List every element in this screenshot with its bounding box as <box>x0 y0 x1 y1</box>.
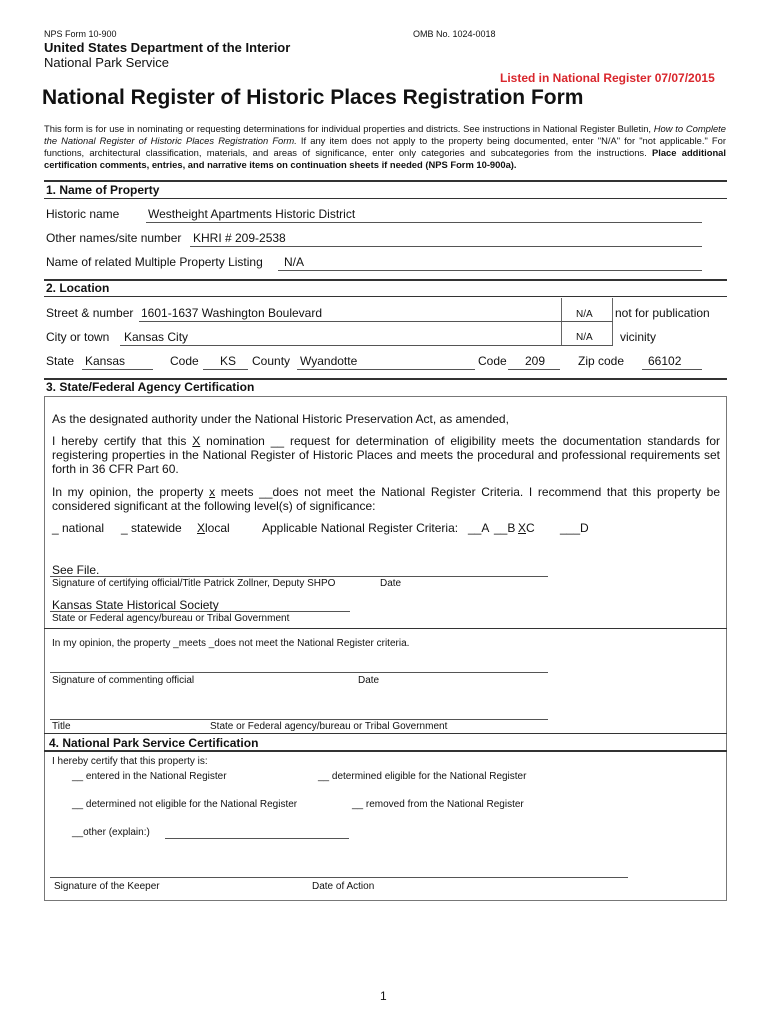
signature-line <box>50 611 350 612</box>
historic-name-label: Historic name <box>46 207 120 221</box>
state-code-field[interactable]: KS <box>220 354 237 368</box>
not-eligible-option[interactable]: __ determined not eligible for the National Register <box>72 799 298 810</box>
field-underline <box>120 345 561 346</box>
agency-label: State or Federal agency/bureau or Tribal Government <box>52 613 290 624</box>
field-underline <box>146 222 702 223</box>
mpl-field[interactable]: N/A <box>284 255 305 269</box>
state-field[interactable]: Kansas <box>85 354 126 368</box>
field-underline <box>642 369 702 370</box>
certifying-date-label: Date <box>380 578 402 589</box>
eligible-option[interactable]: __ determined eligible for the National Register <box>318 771 527 782</box>
page-number: 1 <box>380 989 387 1003</box>
agency2-label: State or Federal agency/bureau or Tribal Government <box>210 721 448 732</box>
section3-heading: 3. State/Federal Agency Certification <box>46 380 255 394</box>
section4-heading: 4. National Park Service Certification <box>49 736 259 750</box>
state-label: State <box>46 354 75 368</box>
level-statewide[interactable]: _ statewide <box>121 521 182 535</box>
na-box-border <box>612 298 613 346</box>
section-divider <box>44 296 727 297</box>
state-code-label: Code <box>170 354 199 368</box>
zip-label: Zip code <box>578 354 625 368</box>
date-of-action-label: Date of Action <box>312 881 375 892</box>
mpl-label: Name of related Multiple Property Listing <box>46 255 263 269</box>
department-name: United States Department of the Interior <box>44 40 291 55</box>
street-na-checkbox[interactable]: N/A <box>576 309 593 320</box>
criteria-d[interactable]: ___D <box>560 521 589 535</box>
nps-certify-intro: I hereby certify that this property is: <box>52 756 208 767</box>
omb-number: OMB No. 1024-0018 <box>413 29 496 39</box>
zip-field[interactable]: 66102 <box>648 354 682 368</box>
county-label: County <box>252 354 291 368</box>
street-field[interactable]: 1601-1637 Washington Boulevard <box>141 306 323 320</box>
opinion-statement: In my opinion, the property x meets __does not meet the National Register Criteria. I recommend that this property be considered significant at the following level(s) of significance: <box>52 485 720 513</box>
intro-paragraph: This form is for use in nominating or requesting determinations for individual properties and districts. See instructions in National Register Bulletin, How to Complete the National Register of Historic Places Registration Form. If any item does not apply to the property being documented, enter "N/A" for "not applicable." For functions, architectural classification, materials, and areas of significance, enter only categories and subcategories from the instructions. Place additional certification comments, entries, and narrative items on continuation sheets if needed (NPS Form 10-900a). <box>44 123 727 170</box>
field-underline <box>561 321 613 322</box>
certify-statement: I hereby certify that this X nomination __ request for determination of eligibility meets the documentation standards for registering properties in the National Register of Historic Places and meets the procedural and professional requirements set forth in 36 CFR Part 60. <box>52 434 720 476</box>
agency-field[interactable]: Kansas State Historical Society <box>52 598 219 612</box>
listed-stamp: Listed in National Register 07/07/2015 <box>500 71 715 85</box>
street-label: Street & number <box>46 306 134 320</box>
section-divider <box>44 628 727 629</box>
section-divider <box>44 750 727 752</box>
explain-line <box>165 838 349 839</box>
county-code-field[interactable]: 209 <box>525 354 546 368</box>
na-box-border <box>561 298 562 346</box>
certifying-signature-label: Signature of certifying official/Title Patrick Zollner, Deputy SHPO <box>52 578 336 589</box>
criteria-a[interactable]: __A <box>468 521 490 535</box>
field-underline <box>561 345 613 346</box>
page-title: National Register of Historic Places Registration Form <box>42 86 584 109</box>
signature-line <box>50 672 548 673</box>
level-local[interactable]: Xlocal <box>197 521 230 535</box>
field-underline <box>508 369 560 370</box>
meets-check[interactable]: x <box>209 485 216 499</box>
other-names-field[interactable]: KHRI # 209-2538 <box>193 231 286 245</box>
level-national[interactable]: _ national <box>52 521 105 535</box>
field-underline <box>203 369 248 370</box>
county-field[interactable]: Wyandotte <box>300 354 358 368</box>
section1-heading: 1. Name of Property <box>46 183 160 197</box>
section-divider <box>44 279 727 281</box>
signature-line <box>50 719 548 720</box>
field-underline <box>139 321 561 322</box>
criteria-b[interactable]: __B <box>494 521 516 535</box>
other-option[interactable]: __other (explain:) <box>72 827 150 838</box>
signature-line <box>50 576 548 577</box>
agency-name: National Park Service <box>44 55 169 70</box>
removed-option[interactable]: __ removed from the National Register <box>352 799 524 810</box>
form-number: NPS Form 10-900 <box>44 29 117 39</box>
section-divider <box>44 198 727 199</box>
section-divider <box>44 733 727 734</box>
other-names-label: Other names/site number <box>46 231 182 245</box>
criteria-label: Applicable National Register Criteria: <box>262 521 459 535</box>
city-na-checkbox[interactable]: N/A <box>576 332 593 343</box>
city-label: City or town <box>46 330 110 344</box>
field-underline <box>278 270 702 271</box>
signature-line <box>50 877 628 878</box>
nomination-check[interactable]: X <box>192 434 201 448</box>
commenting-date-label: Date <box>358 675 380 686</box>
keeper-signature-label: Signature of the Keeper <box>54 881 160 892</box>
field-underline <box>190 246 702 247</box>
entered-option[interactable]: __ entered in the National Register <box>72 771 227 782</box>
historic-name-field[interactable]: Westheight Apartments Historic District <box>148 207 356 221</box>
section-divider <box>44 180 727 182</box>
city-field[interactable]: Kansas City <box>124 330 189 344</box>
county-code-label: Code <box>478 354 507 368</box>
criteria-c[interactable]: XC <box>518 521 535 535</box>
vicinity-label: vicinity <box>620 330 657 344</box>
not-for-publication-label: not for publication <box>615 306 710 320</box>
commenting-opinion-text: In my opinion, the property _meets _does not meet the National Register criteria. <box>52 638 410 649</box>
section2-heading: 2. Location <box>46 281 110 295</box>
commenting-signature-label: Signature of commenting official <box>52 675 195 686</box>
authority-statement: As the designated authority under the National Historic Preservation Act, as amended, <box>52 412 509 426</box>
field-underline <box>297 369 475 370</box>
certifying-signature-field[interactable]: See File. <box>52 563 100 577</box>
title-label: Title <box>52 721 71 732</box>
field-underline <box>82 369 153 370</box>
